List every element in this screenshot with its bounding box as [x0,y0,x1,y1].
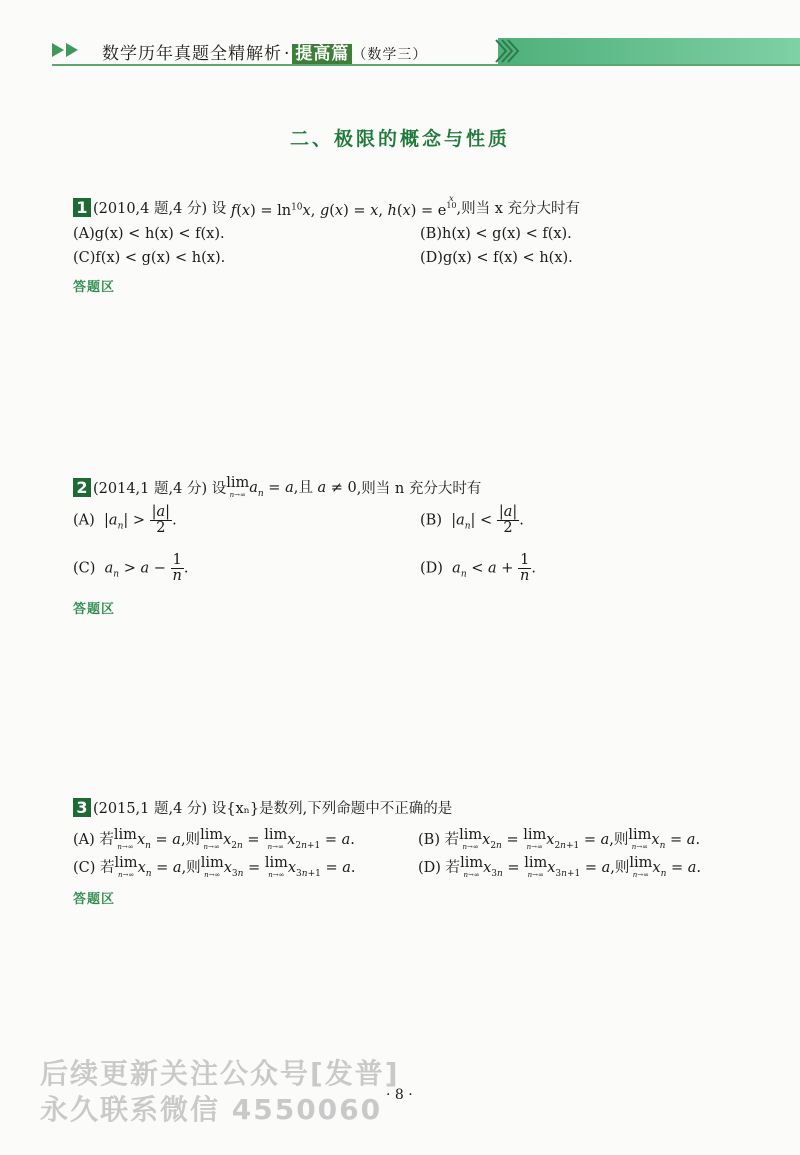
watermark-line-1: 后续更新关注公众号[发普] [40,1057,400,1090]
chevron-decor-icon [494,38,524,64]
question-1-option-b: (B)h(x) < g(x) < f(x). [420,226,572,242]
header-band [498,38,800,64]
volume-badge: 提高篇 [292,44,352,64]
question-1-stem: 1 (2010,4 题,4 分) 设 $f(x) = \ln^{10}x$, g(x) = x, h(x) = e x 10 ,则当 x 充分大时有 [73,195,763,219]
question-2-formula: lim n→∞ $a_n = a$,且 a ≠ 0 [226,475,357,499]
question-3 [73,797,763,818]
question-3-option-b: (B) 若 lim n→∞ $x_{2n}$ = lim n→∞ $x_{2n+1} = a$,则 lim n→∞ $x_n = a$. [418,827,701,851]
question-number: 1 [73,198,91,217]
question-number: 3 [73,798,91,817]
question-1-option-d: (D)g(x) < f(x) < h(x). [420,250,573,266]
answer-area-label: 答题区 [73,892,116,907]
question-1-option-a: (A)g(x) < h(x) < f(x). [73,226,225,242]
answer-area-label: 答题区 [73,280,116,295]
question-number: 2 [73,478,91,497]
book-title: 数学历年真题全精解析 · 提高篇 （数学三） [102,44,428,64]
question-3-option-a: (A) 若 lim n→∞ $x_n = a$,则 lim n→∞ $x_{2n}$ = lim n→∞ $x_{2n+1} = a$. [73,827,355,851]
question-2-stem: 2 (2014,1 题,4 分) 设 lim n→∞ $a_n = a$,且 a ≠ 0 ,则当 n 充分大时有 [73,476,763,499]
question-1-formula: $f(x) = \ln^{10}x$, g(x) = x, h(x) = e x 10 [230,194,457,220]
question-2-option-d: (D) $a_n < a$ + $\frac{1}{n}$ . [420,552,536,585]
question-2-option-c: (C) $a_n > a$ − $\frac{1}{n}$ . [73,552,189,585]
page-header [0,30,800,70]
header-rule [52,64,800,66]
answer-area-label: 答题区 [73,602,116,617]
question-1-option-c: (C)f(x) < g(x) < h(x). [73,250,226,266]
double-arrow-icon [52,42,88,58]
question-2-option-a: (A) $|a_n|$ > $\frac{|a|}{2}$ . [73,504,177,537]
question-2 [73,476,763,499]
question-2-option-b: (B) $|a_n|$ < $\frac{|a|}{2}$ . [420,504,524,537]
watermark-line-2: 永久联系微信 4550060 [40,1093,383,1126]
question-3-stem: 3 (2015,1 题,4 分) 设{xₙ}是数列,下列命题中不正确的是 [73,797,763,818]
question-3-option-c: (C) 若 lim n→∞ $x_n = a$,则 lim n→∞ $x_{3n}$ = lim n→∞ $x_{3n+1} = a$. [73,855,356,879]
question-3-option-d: (D) 若 lim n→∞ $x_{3n}$ = lim n→∞ $x_{3n+1} = a$,则 lim n→∞ $x_n = a$. [418,855,702,879]
page-number: · 8 · [386,1087,413,1103]
section-title: 二、极限的概念与性质 [289,128,510,150]
question-1 [73,195,763,219]
